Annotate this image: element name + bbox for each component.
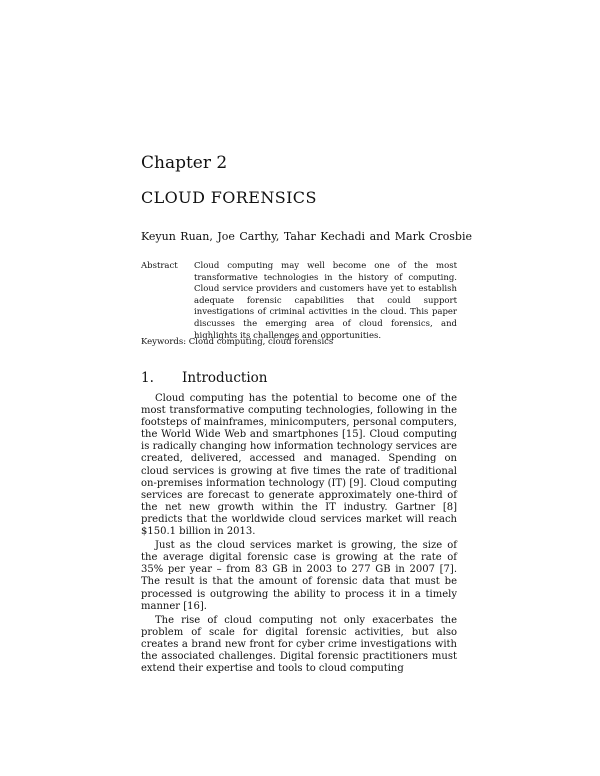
paragraph: The rise of cloud computing not only exacerbates the problem of scale for digital forensic activities, but also creates a brand new front for cyber crime investigations with the associated challenges. Digital forensic practitioners must extend their expertise and tools to cloud computing xyxy=(141,614,457,675)
section-number: 1. xyxy=(141,370,154,386)
chapter-title: CLOUD FORENSICS xyxy=(141,188,317,207)
author-list: Keyun Ruan, Joe Carthy, Tahar Kechadi and Mark Crosbie xyxy=(141,230,473,243)
abstract-label: Abstract xyxy=(141,261,178,271)
section-heading xyxy=(141,370,268,386)
paragraph: Just as the cloud services market is growing, the size of the average digital forensic case is growing at the rate of 35% per year – from 83 GB in 2003 to 277 GB in 2007 [7]. The result is that the amount of forensic data that must be processed is outgrowing the ability to process it in a timely manner [16]. xyxy=(141,540,457,612)
keywords-line: Keywords: Cloud computing, cloud forensics xyxy=(141,337,334,347)
paragraph: Cloud computing has the potential to become one of the most transformative computing technologies, following in the footsteps of mainframes, minicomputers, personal computers, the World Wide Web and smartphones [15]. Cloud computing is radically changing how information technology services are created, delivered, accessed and managed. Spending on cloud services is growing at five times the rate of traditional on-premises information technology (IT) [9]. Cloud computing services are forecast to generate approximately one-third of the net new growth within the IT industry. Gartner [8] predicts that the worldwide cloud services market will reach $150.1 billion in 2013. xyxy=(141,393,457,538)
body-text xyxy=(141,393,457,677)
section-title: Introduction xyxy=(182,370,268,386)
abstract-text: Cloud computing may well become one of the most transformative technologies in the history of computing. Cloud service providers and customers have yet to establish adequate forensic capabilities that could support investigations of criminal activities in the cloud. This paper discusses the emerging area of cloud forensics, and highlights its challenges and opportunities. xyxy=(194,261,457,341)
chapter-label: Chapter 2 xyxy=(141,153,228,173)
